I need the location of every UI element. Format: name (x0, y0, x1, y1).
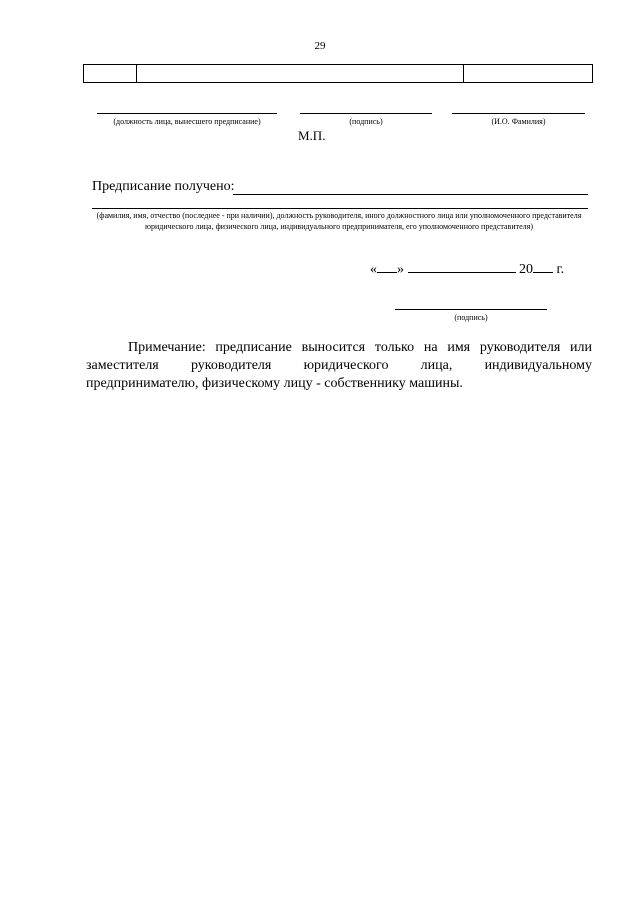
received-signature-line (395, 309, 547, 310)
fio-caption: (фамилия, имя, отчество (последнее - при наличии), должность руководителя, иного должностного лица или уполномоченного представителя юридического лица, физического лица, индивидуального предпринимателя, его уполномоченного представителя) (96, 211, 582, 231)
year-blank (533, 272, 553, 273)
date-field (370, 262, 564, 278)
year-prefix: 20 (519, 262, 533, 277)
received-line (233, 194, 588, 195)
table-row (83, 64, 593, 83)
received-line-2 (92, 208, 588, 209)
position-line (97, 113, 277, 114)
name-line (452, 113, 585, 114)
table-divider (136, 65, 137, 82)
year-suffix: г. (556, 262, 565, 277)
table-divider (463, 65, 464, 82)
received-label: Предписание получено: (92, 179, 235, 194)
position-caption: (должность лица, вынесшего предписание) (113, 117, 261, 126)
page-number: 29 (314, 40, 326, 52)
signature-line (300, 113, 432, 114)
date-open-quote: « (370, 262, 377, 277)
month-blank (408, 272, 516, 273)
signature-caption: (подпись) (349, 117, 383, 126)
received-signature-caption: (подпись) (454, 313, 488, 322)
name-caption: (И.О. Фамилия) (491, 117, 546, 126)
day-blank (377, 272, 397, 273)
stamp-place: М.П. (298, 128, 326, 143)
note-paragraph: Примечание: предписание выносится только на имя руководителя или заместителя руководителя юридического лица, индивидуальному предпринимателю, физическому лицу - собственнику машины. (86, 340, 592, 391)
date-close-quote: » (397, 262, 404, 277)
